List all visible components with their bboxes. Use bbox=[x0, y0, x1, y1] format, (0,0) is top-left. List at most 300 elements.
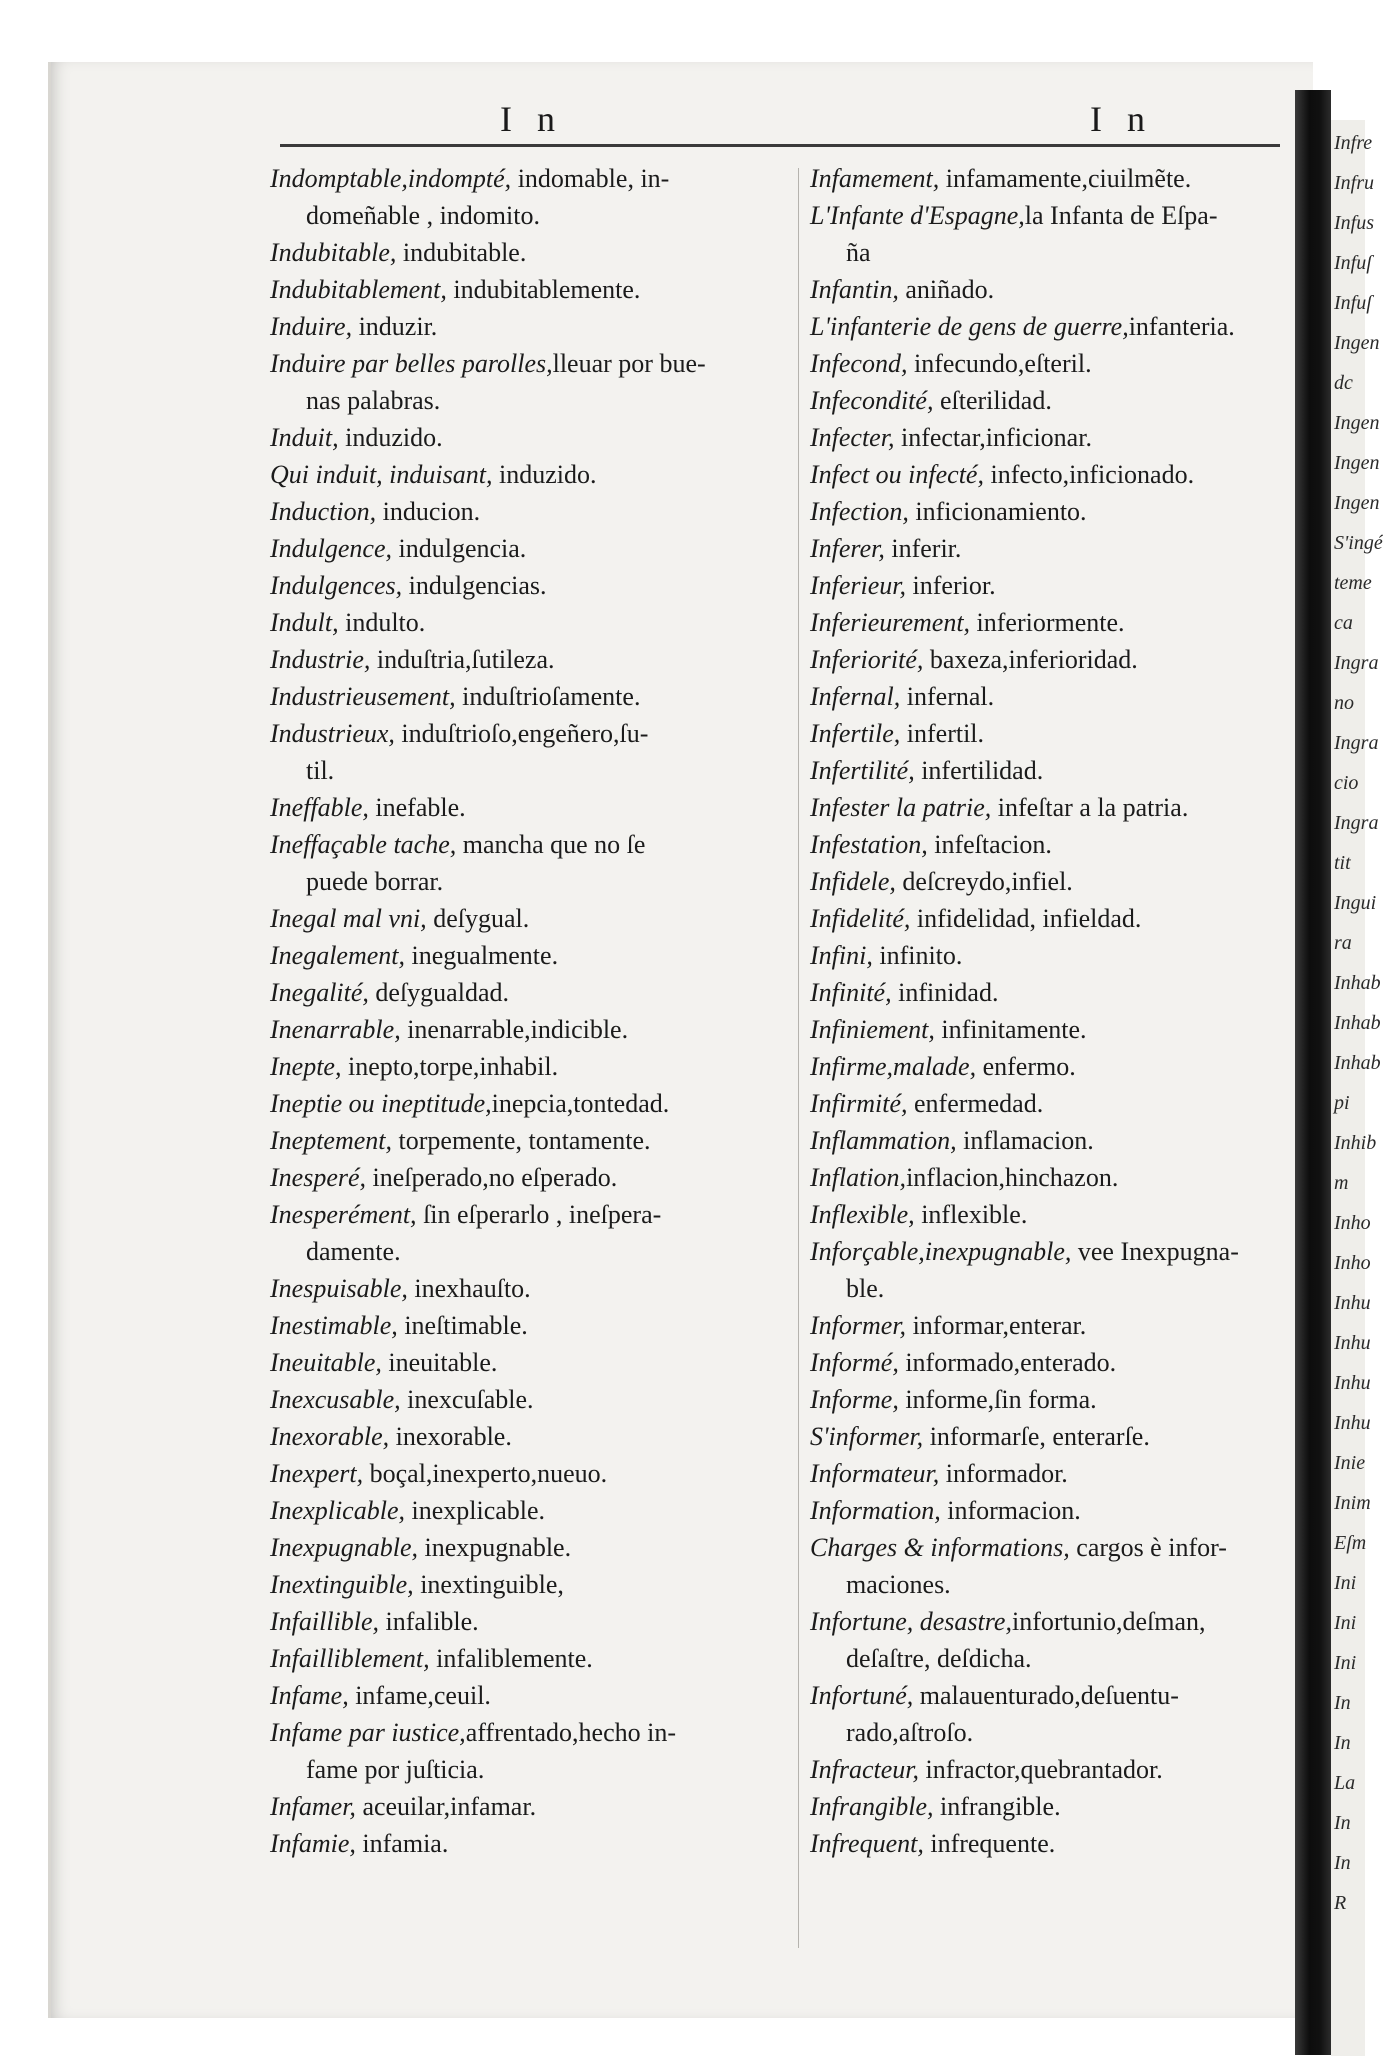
dictionary-entry bbox=[270, 715, 810, 752]
spanish-translation: inexorable. bbox=[389, 1422, 512, 1451]
running-head-right: I n bbox=[1090, 99, 1153, 139]
spanish-translation: inexhauſto. bbox=[407, 1274, 531, 1303]
next-page-fragment: S'ingé bbox=[1334, 532, 1383, 554]
french-headword: Inexorable, bbox=[270, 1422, 390, 1451]
dictionary-entry bbox=[270, 678, 810, 715]
spanish-translation: informe,ſin forma. bbox=[898, 1385, 1097, 1414]
french-headword: Inflammation, bbox=[810, 1126, 957, 1155]
spanish-translation: enfermedad. bbox=[907, 1089, 1044, 1118]
spanish-translation: infernal. bbox=[900, 682, 995, 711]
dictionary-entry bbox=[810, 530, 1290, 567]
spanish-translation: cargos è infor- bbox=[1069, 1533, 1227, 1562]
dictionary-entry bbox=[810, 382, 1290, 419]
spanish-translation: infertil. bbox=[900, 719, 985, 748]
next-page-fragment: La bbox=[1334, 1772, 1356, 1794]
dictionary-entry bbox=[810, 1788, 1290, 1825]
entry-continuation: ble. bbox=[846, 1274, 885, 1303]
french-headword: Informe, bbox=[810, 1385, 899, 1414]
spanish-translation: induzido. bbox=[492, 460, 597, 489]
entry-continuation: domeñable , indomito. bbox=[306, 201, 540, 230]
next-page-fragment: Infus bbox=[1334, 212, 1374, 234]
french-headword: Inegalité, bbox=[270, 978, 369, 1007]
dictionary-entry bbox=[810, 1418, 1290, 1455]
next-page-fragment: Ingen bbox=[1334, 452, 1380, 474]
dictionary-entry bbox=[270, 789, 810, 826]
spanish-translation: induſtrioſamente. bbox=[455, 682, 641, 711]
spanish-translation: infalible. bbox=[379, 1607, 479, 1636]
french-headword: Infortune, desastre, bbox=[810, 1607, 1012, 1636]
french-headword: Infirme,malade, bbox=[810, 1052, 977, 1081]
running-head-left: I n bbox=[500, 99, 563, 139]
next-page-fragment: Ingra bbox=[1334, 732, 1379, 754]
dictionary-entry bbox=[270, 530, 810, 567]
french-headword: Ineuitable, bbox=[270, 1348, 382, 1377]
entry-continuation: puede borrar. bbox=[306, 867, 444, 896]
entry-continuation: fame por juſticia. bbox=[306, 1755, 485, 1784]
dictionary-entry bbox=[270, 1270, 810, 1307]
french-headword: S'informer, bbox=[810, 1422, 924, 1451]
dictionary-entry bbox=[810, 1011, 1290, 1048]
dictionary-entry bbox=[270, 493, 810, 530]
french-headword: Inextinguible, bbox=[270, 1570, 414, 1599]
dictionary-entry bbox=[270, 1159, 810, 1196]
spanish-translation: inextinguible, bbox=[413, 1570, 564, 1599]
spanish-translation: boçal,inexperto,nueuo. bbox=[363, 1459, 608, 1488]
french-headword: Infidele, bbox=[810, 867, 896, 896]
next-page-fragment: R bbox=[1334, 1892, 1347, 1914]
next-page-fragment: Eſm bbox=[1334, 1532, 1367, 1554]
french-headword: Infecondité, bbox=[810, 386, 934, 415]
spanish-translation: induzido. bbox=[338, 423, 443, 452]
french-headword: Infame par iustice, bbox=[270, 1718, 466, 1747]
spanish-translation: inflexible. bbox=[914, 1200, 1028, 1229]
next-page-fragment: Ini bbox=[1334, 1652, 1357, 1674]
dictionary-entry bbox=[270, 1381, 810, 1418]
spanish-translation: lleuar por bue- bbox=[552, 349, 706, 378]
spanish-translation: inferior. bbox=[906, 571, 996, 600]
french-headword: Inegalement, bbox=[270, 941, 406, 970]
next-page-fragment: ra bbox=[1334, 932, 1352, 954]
french-headword: Inexplicable, bbox=[270, 1496, 405, 1525]
spanish-translation: infectar,inficionar. bbox=[894, 423, 1092, 452]
entry-continuation: rado,aſtroſo. bbox=[846, 1718, 974, 1747]
next-page-fragment: Infre bbox=[1334, 132, 1373, 154]
spanish-translation: infortunio,deſman, bbox=[1011, 1607, 1206, 1636]
french-headword: Ineptement, bbox=[270, 1126, 393, 1155]
french-headword: Inegal mal vni, bbox=[270, 904, 427, 933]
french-headword: Infidelité, bbox=[810, 904, 911, 933]
dictionary-entry bbox=[270, 900, 810, 937]
french-headword: Charges & informations, bbox=[810, 1533, 1070, 1562]
next-page-edge bbox=[1331, 120, 1383, 2056]
spanish-translation: inegualmente. bbox=[405, 941, 559, 970]
next-page-fragment: dc bbox=[1334, 372, 1353, 394]
dictionary-entry bbox=[810, 1529, 1290, 1566]
french-headword: Indubitablement, bbox=[270, 275, 447, 304]
dictionary-entry bbox=[270, 1788, 810, 1825]
french-headword: Infinité, bbox=[810, 978, 892, 1007]
french-headword: Induire par belles parolles, bbox=[270, 349, 553, 378]
dictionary-entry bbox=[270, 937, 810, 974]
spanish-translation: aceuilar,infamar. bbox=[355, 1792, 537, 1821]
next-page-fragment: Inho bbox=[1334, 1252, 1371, 1274]
dictionary-entry bbox=[810, 1677, 1290, 1714]
dictionary-entry bbox=[810, 345, 1290, 382]
next-page-fragment: Infuſ bbox=[1334, 252, 1372, 274]
spanish-translation: deſygual. bbox=[426, 904, 530, 933]
french-headword: Infamie, bbox=[270, 1829, 356, 1858]
spanish-translation: infidelidad, infieldad. bbox=[910, 904, 1142, 933]
spanish-translation: indulgencia. bbox=[392, 534, 527, 563]
french-headword: Inexpert, bbox=[270, 1459, 364, 1488]
dictionary-entry bbox=[270, 1196, 810, 1233]
french-headword: Infertilité, bbox=[810, 756, 915, 785]
right-column bbox=[810, 160, 1290, 1862]
spanish-translation: infeſtacion. bbox=[927, 830, 1052, 859]
dictionary-entry bbox=[810, 604, 1290, 641]
spanish-translation: inferir. bbox=[884, 534, 962, 563]
dictionary-entry bbox=[810, 937, 1290, 974]
entry-continuation: til. bbox=[306, 756, 335, 785]
next-page-fragment: ca bbox=[1334, 612, 1353, 634]
french-headword: Informateur, bbox=[810, 1459, 940, 1488]
next-page-fragment: Inho bbox=[1334, 1212, 1371, 1234]
french-headword: Inflexible, bbox=[810, 1200, 915, 1229]
dictionary-entry bbox=[270, 641, 810, 678]
french-headword: Inespuisable, bbox=[270, 1274, 408, 1303]
spanish-translation: infame,ceuil. bbox=[348, 1681, 491, 1710]
dictionary-entry bbox=[810, 1159, 1290, 1196]
french-headword: Induction, bbox=[270, 497, 377, 526]
spanish-translation: ineſtimable. bbox=[397, 1311, 528, 1340]
french-headword: Infracteur, bbox=[810, 1755, 920, 1784]
dictionary-entry bbox=[810, 715, 1290, 752]
dictionary-entry bbox=[270, 1529, 810, 1566]
spanish-translation: induſtria,ſutileza. bbox=[370, 645, 555, 674]
left-column bbox=[270, 160, 810, 1862]
spanish-translation: inficionamiento. bbox=[908, 497, 1087, 526]
spanish-translation: inexcuſable. bbox=[400, 1385, 534, 1414]
spanish-translation: inepto,torpe,inhabil. bbox=[341, 1052, 559, 1081]
spanish-translation: inexpugnable. bbox=[418, 1533, 572, 1562]
entry-continuation: deſaſtre, deſdicha. bbox=[846, 1644, 1032, 1673]
dictionary-entry bbox=[810, 900, 1290, 937]
next-page-fragment: Ingen bbox=[1334, 332, 1380, 354]
spanish-translation: inenarrable,indicible. bbox=[400, 1015, 629, 1044]
dictionary-entry bbox=[270, 1677, 810, 1714]
dictionary-entry bbox=[270, 271, 810, 308]
dictionary-entry bbox=[810, 1122, 1290, 1159]
french-headword: Indult, bbox=[270, 608, 339, 637]
next-page-fragment: In bbox=[1334, 1852, 1351, 1874]
dictionary-entry bbox=[270, 1085, 810, 1122]
dictionary-entry bbox=[810, 197, 1290, 234]
spanish-translation: infinito. bbox=[872, 941, 963, 970]
spanish-translation: indubitablemente. bbox=[446, 275, 641, 304]
next-page-fragment: Ini bbox=[1334, 1572, 1357, 1594]
dictionary-entry bbox=[270, 1455, 810, 1492]
spanish-translation: informado,enterado. bbox=[898, 1348, 1117, 1377]
spanish-translation: deſygualdad. bbox=[368, 978, 509, 1007]
french-headword: Infecter, bbox=[810, 423, 895, 452]
dictionary-entry bbox=[270, 160, 810, 197]
dictionary-entry bbox=[810, 1344, 1290, 1381]
next-page-fragment: teme bbox=[1334, 572, 1372, 594]
spanish-translation: inexplicable. bbox=[405, 1496, 546, 1525]
dictionary-entry bbox=[810, 1085, 1290, 1122]
french-headword: Infame, bbox=[270, 1681, 349, 1710]
entry-continuation: maciones. bbox=[846, 1570, 951, 1599]
spanish-translation: indulgencias. bbox=[402, 571, 547, 600]
french-headword: Infrangible, bbox=[810, 1792, 934, 1821]
dictionary-entry bbox=[270, 345, 810, 382]
french-headword: Inferiorité, bbox=[810, 645, 924, 674]
spanish-translation: infinitamente. bbox=[934, 1015, 1087, 1044]
entry-continuation: ña bbox=[846, 238, 871, 267]
next-page-fragment: In bbox=[1334, 1732, 1351, 1754]
french-headword: Informé, bbox=[810, 1348, 899, 1377]
french-headword: Infantin, bbox=[810, 275, 899, 304]
french-headword: Inepte, bbox=[270, 1052, 342, 1081]
dictionary-entry bbox=[810, 1048, 1290, 1085]
french-headword: Infrequent, bbox=[810, 1829, 924, 1858]
dictionary-entry bbox=[270, 1492, 810, 1529]
spanish-translation: la Infanta de Eſpa- bbox=[1024, 201, 1218, 230]
french-headword: Infailliblement, bbox=[270, 1644, 430, 1673]
french-headword: Induit, bbox=[270, 423, 339, 452]
french-headword: Infect ou infecté, bbox=[810, 460, 984, 489]
dictionary-entry bbox=[270, 604, 810, 641]
dictionary-entry bbox=[270, 419, 810, 456]
dictionary-entry bbox=[270, 1825, 810, 1862]
french-headword: Infirmité, bbox=[810, 1089, 908, 1118]
dictionary-entry bbox=[270, 1011, 810, 1048]
next-page-fragment: Ini bbox=[1334, 1612, 1357, 1634]
spanish-translation: vee Inexpugna- bbox=[1071, 1237, 1239, 1266]
spanish-translation: informacion. bbox=[940, 1496, 1081, 1525]
spanish-translation: affrentado,hecho in- bbox=[465, 1718, 676, 1747]
next-page-fragment: Inhu bbox=[1334, 1292, 1371, 1314]
next-page-fragment: Ingra bbox=[1334, 652, 1379, 674]
dictionary-entry bbox=[810, 419, 1290, 456]
next-page-fragment: cio bbox=[1334, 772, 1359, 794]
french-headword: Inferer, bbox=[810, 534, 885, 563]
french-headword: Indubitable, bbox=[270, 238, 397, 267]
next-page-fragment: Inhab bbox=[1334, 972, 1381, 994]
dictionary-entry bbox=[270, 456, 810, 493]
dictionary-entry bbox=[270, 567, 810, 604]
spanish-translation: torpemente, tontamente. bbox=[392, 1126, 651, 1155]
french-headword: Infaillible, bbox=[270, 1607, 380, 1636]
spanish-translation: infinidad. bbox=[891, 978, 999, 1007]
dictionary-entry bbox=[810, 493, 1290, 530]
spanish-translation: infrequente. bbox=[923, 1829, 1056, 1858]
dictionary-entry bbox=[810, 863, 1290, 900]
next-page-fragment: In bbox=[1334, 1812, 1351, 1834]
dictionary-entry bbox=[810, 678, 1290, 715]
dictionary-entry bbox=[810, 1455, 1290, 1492]
spanish-translation: inferiormente. bbox=[970, 608, 1125, 637]
spanish-translation: malauenturado,deſuentu- bbox=[913, 1681, 1179, 1710]
dictionary-entry bbox=[270, 308, 810, 345]
french-headword: Inenarrable, bbox=[270, 1015, 401, 1044]
french-headword: Infiniement, bbox=[810, 1015, 935, 1044]
entry-continuation: damente. bbox=[306, 1237, 401, 1266]
spanish-translation: indomable, in- bbox=[511, 164, 670, 193]
french-headword: Industrie, bbox=[270, 645, 371, 674]
dictionary-entry bbox=[810, 974, 1290, 1011]
french-headword: Indulgence, bbox=[270, 534, 393, 563]
dictionary-entry bbox=[270, 1418, 810, 1455]
dictionary-entry bbox=[270, 1344, 810, 1381]
next-page-fragment: Ingra bbox=[1334, 812, 1379, 834]
dictionary-entry bbox=[810, 752, 1290, 789]
dictionary-entry bbox=[270, 974, 810, 1011]
next-page-fragment: Inie bbox=[1334, 1452, 1366, 1474]
french-headword: Inexpugnable, bbox=[270, 1533, 419, 1562]
french-headword: Inesperément, bbox=[270, 1200, 417, 1229]
spanish-translation: infamia. bbox=[355, 1829, 449, 1858]
french-headword: Indulgences, bbox=[270, 571, 403, 600]
spanish-translation: induſtrioſo,engeñero,ſu- bbox=[394, 719, 649, 748]
dictionary-entry bbox=[810, 826, 1290, 863]
dictionary-entry bbox=[810, 1307, 1290, 1344]
dictionary-entry bbox=[810, 1233, 1290, 1270]
next-page-fragment: Ingui bbox=[1334, 892, 1377, 914]
next-page-fragment: no bbox=[1334, 692, 1354, 714]
spanish-translation: aniñado. bbox=[898, 275, 995, 304]
spanish-translation: informador. bbox=[939, 1459, 1068, 1488]
dictionary-entry bbox=[270, 234, 810, 271]
next-page-fragment: Inhu bbox=[1334, 1412, 1371, 1434]
next-page-fragment: Inhab bbox=[1334, 1012, 1381, 1034]
french-headword: Infertile, bbox=[810, 719, 901, 748]
french-headword: Inferieurement, bbox=[810, 608, 971, 637]
french-headword: Indomptable,indompté, bbox=[270, 164, 512, 193]
next-page-fragment: tit bbox=[1334, 852, 1351, 874]
french-headword: Infini, bbox=[810, 941, 873, 970]
spanish-translation: infecto,inficionado. bbox=[983, 460, 1195, 489]
spanish-translation: inducion. bbox=[376, 497, 481, 526]
french-headword: Inexcusable, bbox=[270, 1385, 401, 1414]
spanish-translation: ſin eſperarlo , ineſpera- bbox=[416, 1200, 662, 1229]
french-headword: Induire, bbox=[270, 312, 353, 341]
french-headword: Infernal, bbox=[810, 682, 901, 711]
next-page-fragment: Infuſ bbox=[1334, 292, 1372, 314]
french-headword: Information, bbox=[810, 1496, 941, 1525]
entry-continuation: nas palabras. bbox=[306, 386, 441, 415]
spanish-translation: informarſe, enterarſe. bbox=[923, 1422, 1150, 1451]
dictionary-entry bbox=[810, 1603, 1290, 1640]
spanish-translation: mancha que no ſe bbox=[456, 830, 646, 859]
spanish-translation: infaliblemente. bbox=[429, 1644, 593, 1673]
dictionary-entry bbox=[810, 567, 1290, 604]
french-headword: Infamement, bbox=[810, 164, 940, 193]
dictionary-entry bbox=[810, 308, 1290, 345]
spanish-translation: infrangible. bbox=[933, 1792, 1061, 1821]
next-page-fragment: In bbox=[1334, 1692, 1351, 1714]
french-headword: Infection, bbox=[810, 497, 909, 526]
french-headword: L'Infante d'Espagne, bbox=[810, 201, 1025, 230]
french-headword: Qui induit, induisant, bbox=[270, 460, 493, 489]
dictionary-entry bbox=[270, 1603, 810, 1640]
dictionary-entry bbox=[810, 456, 1290, 493]
spanish-translation: enfermo. bbox=[976, 1052, 1076, 1081]
next-page-fragment: Inim bbox=[1334, 1492, 1371, 1514]
spanish-translation: infamamente,ciuilmẽte. bbox=[939, 164, 1192, 193]
next-page-fragment: Inhib bbox=[1334, 1132, 1377, 1154]
french-headword: Inforçable,inexpugnable, bbox=[810, 1237, 1072, 1266]
spanish-translation: induzir. bbox=[352, 312, 438, 341]
dictionary-entry bbox=[270, 1122, 810, 1159]
french-headword: Infortuné, bbox=[810, 1681, 914, 1710]
dictionary-entry bbox=[810, 1825, 1290, 1862]
dictionary-entry bbox=[810, 1751, 1290, 1788]
dictionary-entry bbox=[270, 1640, 810, 1677]
dictionary-entry bbox=[270, 826, 810, 863]
dictionary-entry bbox=[810, 271, 1290, 308]
spanish-translation: infertilidad. bbox=[914, 756, 1044, 785]
dictionary-entry bbox=[810, 1381, 1290, 1418]
french-headword: Infamer, bbox=[270, 1792, 356, 1821]
next-page-fragment: Ingen bbox=[1334, 412, 1380, 434]
spanish-translation: infecundo,eſteril. bbox=[907, 349, 1092, 378]
french-headword: Inflation, bbox=[810, 1163, 907, 1192]
spanish-translation: inepcia,tontedad. bbox=[491, 1089, 670, 1118]
spanish-translation: infractor,quebrantador. bbox=[919, 1755, 1163, 1784]
spanish-translation: inflamacion. bbox=[956, 1126, 1094, 1155]
spanish-translation: infanteria. bbox=[1128, 312, 1235, 341]
next-page-fragment: Ingen bbox=[1334, 492, 1380, 514]
next-page-fragment: Infru bbox=[1334, 172, 1374, 194]
french-headword: Inestimable, bbox=[270, 1311, 398, 1340]
header-rule bbox=[280, 144, 1280, 147]
dictionary-entry bbox=[810, 1196, 1290, 1233]
french-headword: Inferieur, bbox=[810, 571, 907, 600]
french-headword: Infestation, bbox=[810, 830, 928, 859]
french-headword: Infecond, bbox=[810, 349, 908, 378]
next-page-fragment: m bbox=[1334, 1172, 1349, 1194]
spanish-translation: eſterilidad. bbox=[933, 386, 1052, 415]
dictionary-entry bbox=[270, 1566, 810, 1603]
next-page-fragment: Inhu bbox=[1334, 1372, 1371, 1394]
spanish-translation: indulto. bbox=[338, 608, 426, 637]
dictionary-entry bbox=[270, 1714, 810, 1751]
dictionary-entry bbox=[810, 641, 1290, 678]
french-headword: Inesperé, bbox=[270, 1163, 367, 1192]
spanish-translation: baxeza,inferioridad. bbox=[923, 645, 1138, 674]
spanish-translation: informar,enterar. bbox=[906, 1311, 1087, 1340]
spanish-translation: infeſtar a la patria. bbox=[991, 793, 1189, 822]
dictionary-entry bbox=[810, 789, 1290, 826]
dictionary-entry bbox=[270, 1307, 810, 1344]
french-headword: Ineptie ou ineptitude, bbox=[270, 1089, 492, 1118]
french-headword: Ineffable, bbox=[270, 793, 369, 822]
french-headword: Infester la patrie, bbox=[810, 793, 992, 822]
french-headword: Informer, bbox=[810, 1311, 907, 1340]
french-headword: L'infanterie de gens de guerre, bbox=[810, 312, 1129, 341]
french-headword: Ineffaçable tache, bbox=[270, 830, 457, 859]
spanish-translation: ineuitable. bbox=[381, 1348, 498, 1377]
dictionary-entry bbox=[810, 1492, 1290, 1529]
dictionary-entry bbox=[810, 160, 1290, 197]
french-headword: Industrieux, bbox=[270, 719, 395, 748]
next-page-fragment: pi bbox=[1334, 1092, 1350, 1114]
book-binding bbox=[1295, 90, 1331, 2055]
next-page-fragment: Inhab bbox=[1334, 1052, 1381, 1074]
spanish-translation: deſcreydo,infiel. bbox=[895, 867, 1073, 896]
french-headword: Industrieusement, bbox=[270, 682, 456, 711]
